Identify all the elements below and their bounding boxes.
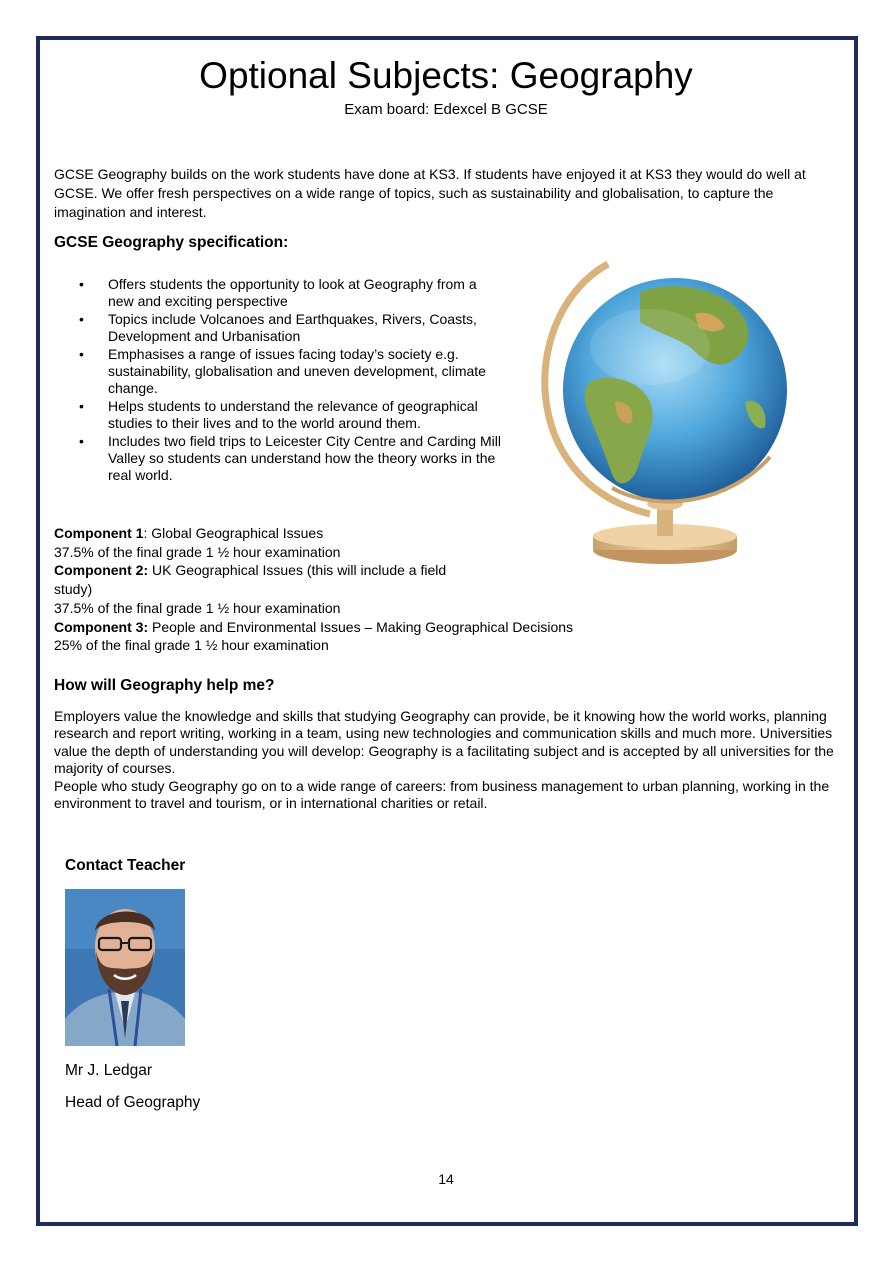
exam-board: Exam board: Edexcel B GCSE (344, 101, 548, 118)
list-item: • Topics include Volcanoes and Earthquakes, Rivers, Coasts, Development and Urbanisation (79, 310, 477, 345)
specification-heading: GCSE Geography specification: (54, 234, 289, 251)
teacher-photo (65, 889, 185, 1046)
list-item: • Offers students the opportunity to look at Geography from a new and exciting perspective (79, 276, 477, 310)
component-3-detail: 25% of the final grade 1 ½ hour examination (54, 637, 329, 654)
component-1-detail: 37.5% of the final grade 1 ½ hour examination (54, 543, 341, 560)
intro-paragraph: GCSE Geography builds on the work students have done at KS3. If students have enjoyed it at KS3 they would do well at GCSE. We offer fresh perspectives on a wide range of topics, such as sustainability and globalisation, to capture the imagination and interest. (54, 166, 806, 220)
component-2: Component 2: UK Geographical Issues (this will include a field study) (54, 562, 447, 598)
component-1: Component 1: Global Geographical Issues (54, 525, 324, 541)
page-number: 14 (438, 1171, 454, 1187)
help-paragraph: Employers value the knowledge and skills that studying Geography can provide, be it knowing how the world works, planning research and report writing, working in a team, using new technologies and communication skills and much more. Universities value the depth of understanding you will develop: Geography is a facilitating subject and is accepted by all universities for the majority of courses. (54, 708, 834, 777)
list-item: • Emphasises a range of issues facing today’s society e.g. sustainability, globalisation and uneven development, climate change. (79, 345, 486, 397)
page-title: Optional Subjects: Geography (199, 55, 693, 96)
list-item: • Helps students to understand the relevance of geographical studies to their lives and to the world around them. (79, 397, 478, 432)
list-item: • Includes two field trips to Leicester City Centre and Carding Mill Valley so students can understand how the theory works in the real world. (79, 432, 501, 484)
specification-list (54, 276, 504, 485)
teacher-role: Head of Geography (65, 1094, 201, 1111)
teacher-name: Mr J. Ledgar (65, 1062, 153, 1079)
components-section (54, 524, 654, 655)
component-2-detail: 37.5% of the final grade 1 ½ hour examination (54, 599, 341, 616)
component-3: Component 3: People and Environmental Issues – Making Geographical Decisions (54, 618, 574, 635)
help-text (54, 708, 838, 812)
contact-heading: Contact Teacher (65, 857, 186, 874)
careers-paragraph: People who study Geography go on to a wide range of careers: from business management to urban planning, working in the environment to travel and tourism, or in international charities or retail. (54, 777, 830, 812)
help-heading: How will Geography help me? (54, 677, 275, 694)
